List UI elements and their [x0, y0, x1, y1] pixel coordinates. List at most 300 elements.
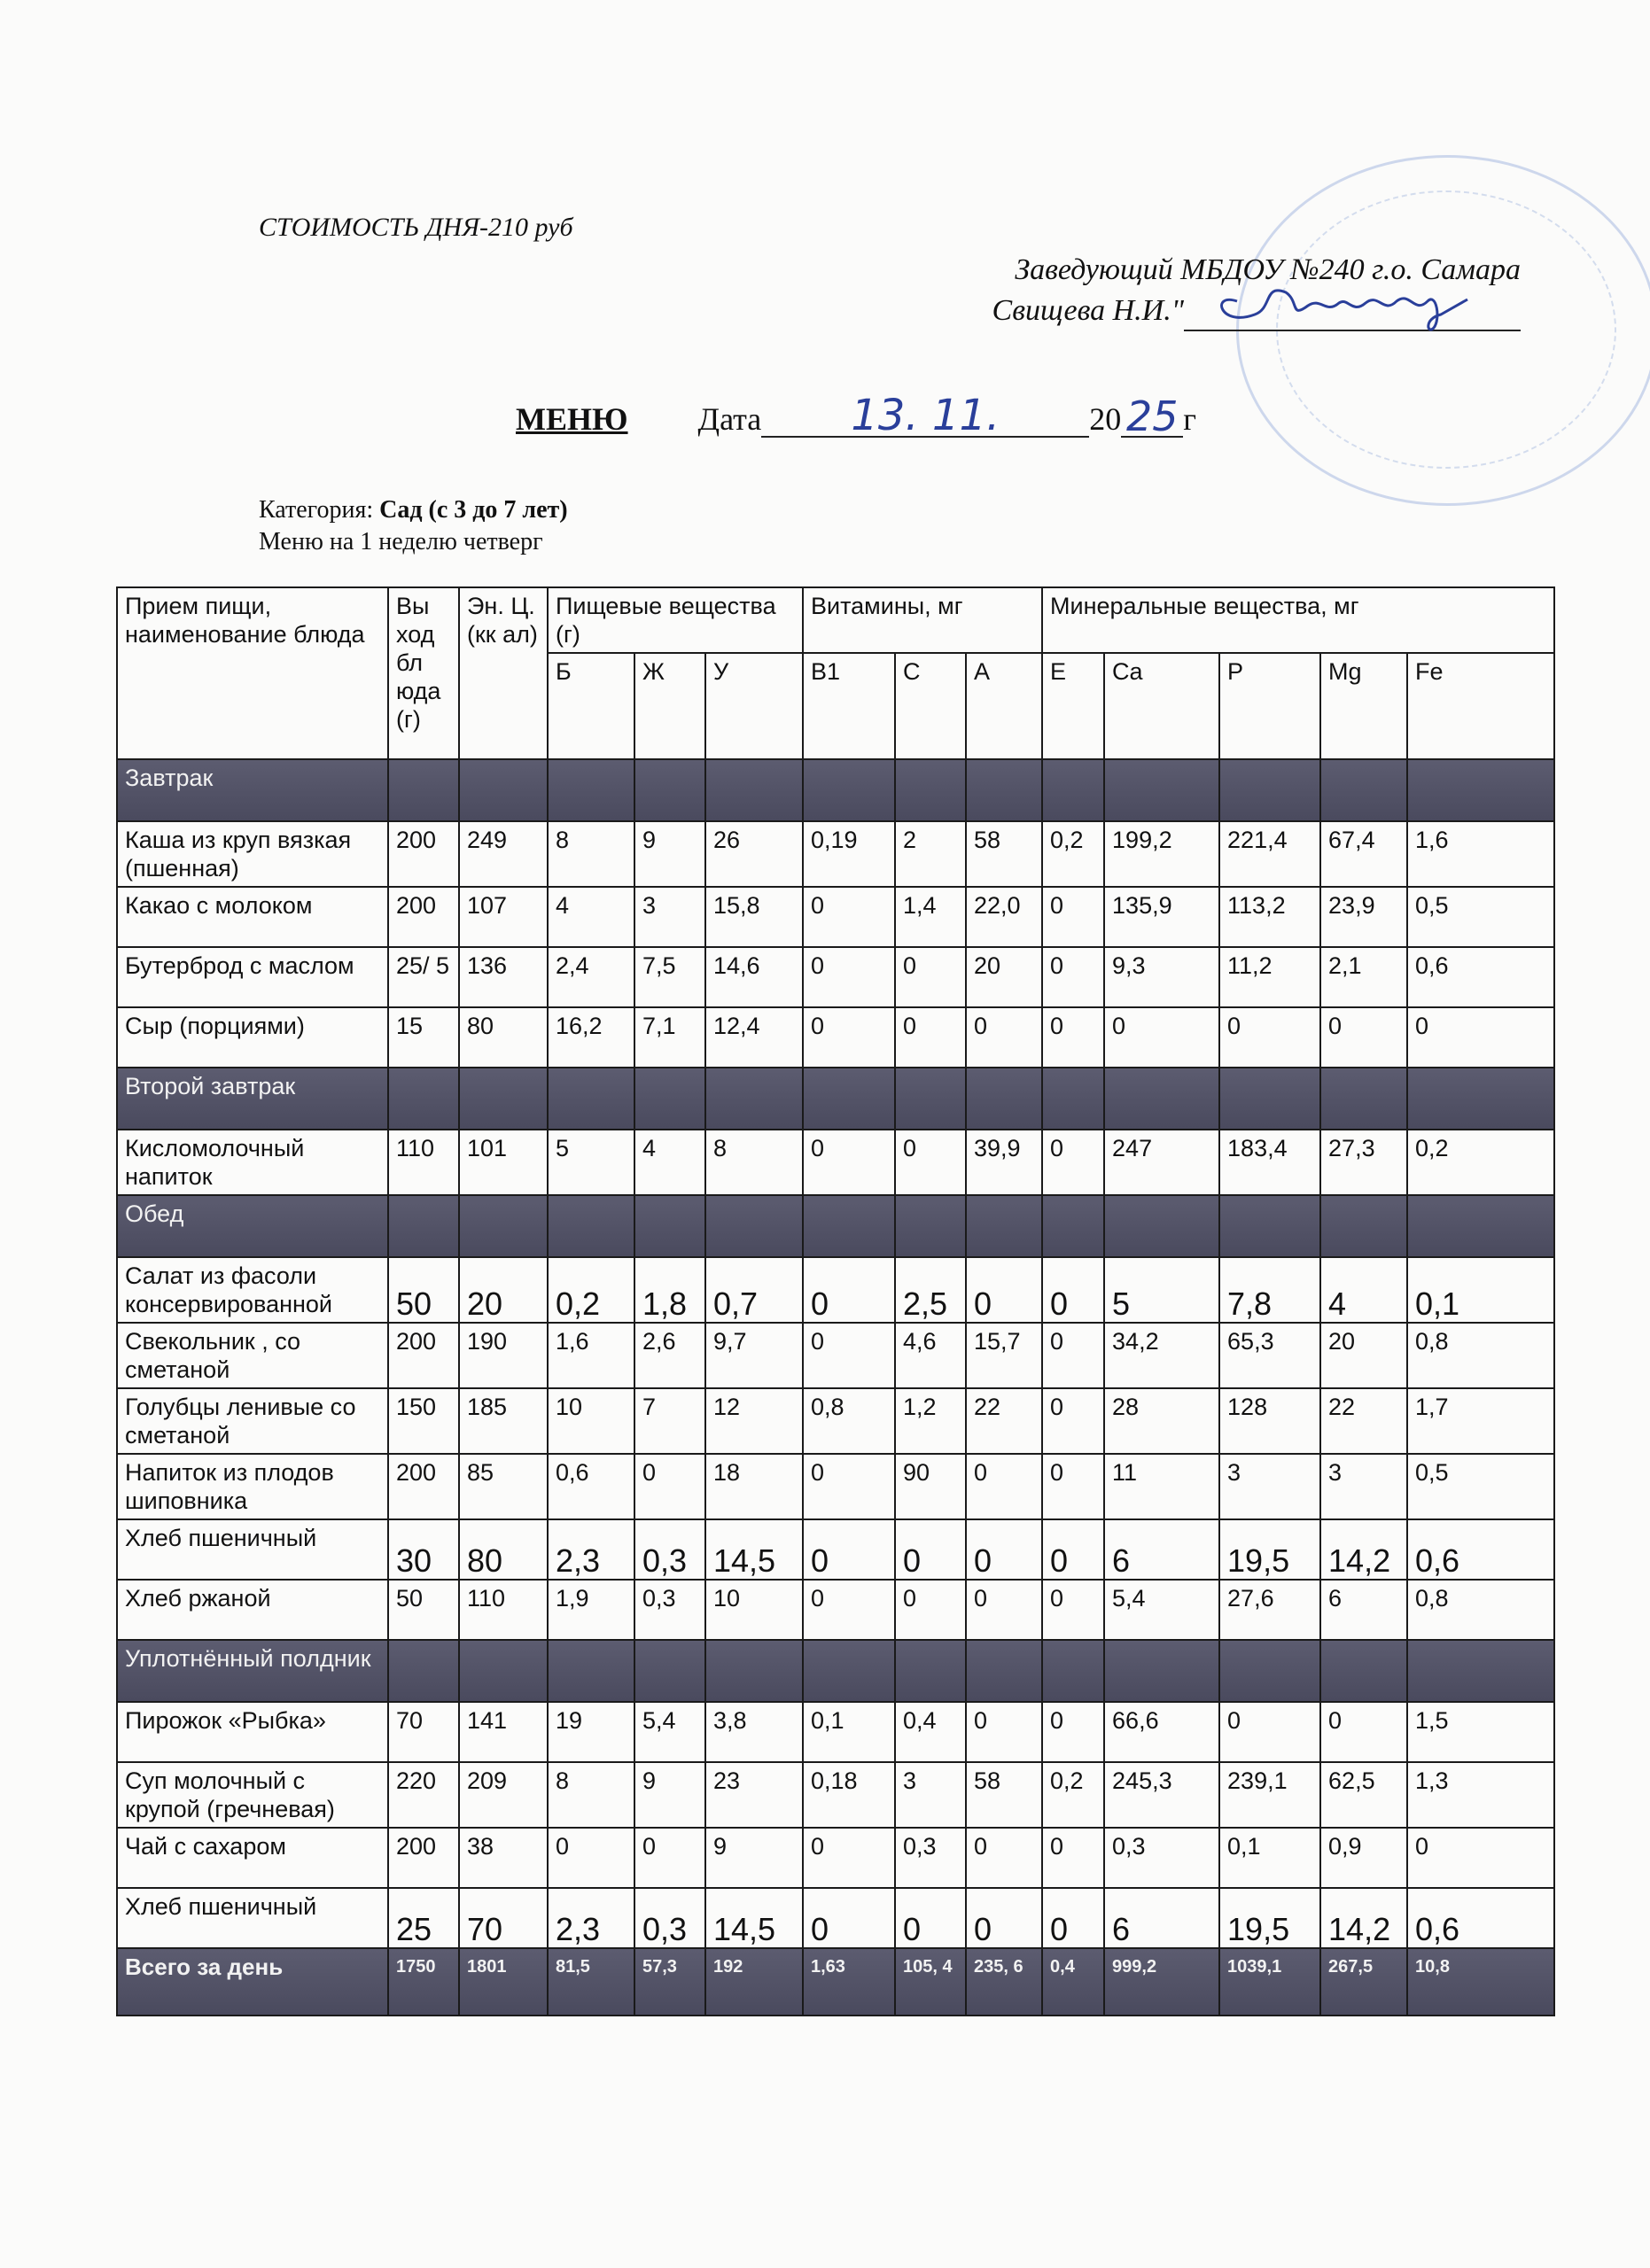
dish-value: 3 — [895, 1762, 966, 1828]
dish-value: 2,3 — [548, 1888, 634, 1948]
total-value: 10,8 — [1407, 1948, 1554, 2016]
total-value: 0,4 — [1042, 1948, 1104, 2016]
dish-name: Кисломолочный напиток — [117, 1130, 388, 1195]
dish-value: 14,5 — [705, 1519, 803, 1580]
section-empty-cell — [1320, 1068, 1407, 1130]
dish-value: 0,9 — [1320, 1828, 1407, 1888]
dish-value: 2,1 — [1320, 947, 1407, 1007]
dish-name: Хлеб пшеничный — [117, 1519, 388, 1580]
table-row — [117, 887, 1554, 947]
dish-value: 0 — [803, 1007, 895, 1068]
dish-value: 19,5 — [1219, 1519, 1320, 1580]
dish-value: 11,2 — [1219, 947, 1320, 1007]
dish-value: 9,7 — [705, 1323, 803, 1388]
dish-value: 245,3 — [1104, 1762, 1219, 1828]
dish-value: 19 — [548, 1702, 634, 1762]
dish-value: 0 — [1042, 1828, 1104, 1888]
dish-value: 0 — [966, 1702, 1042, 1762]
dish-value: 0 — [1104, 1007, 1219, 1068]
dish-value: 23 — [705, 1762, 803, 1828]
table-row — [117, 1828, 1554, 1888]
dish-value: 0 — [1042, 947, 1104, 1007]
dish-value: 15,7 — [966, 1323, 1042, 1388]
dish-value: 58 — [966, 1762, 1042, 1828]
dish-value: 1,5 — [1407, 1702, 1554, 1762]
section-empty-cell — [803, 1195, 895, 1257]
category-line — [259, 494, 568, 526]
header-mg: Mg — [1320, 653, 1407, 759]
section-row — [117, 759, 1554, 821]
dish-value: 2,6 — [634, 1323, 705, 1388]
dish-value: 70 — [388, 1702, 459, 1762]
dish-value: 0,8 — [1407, 1323, 1554, 1388]
dish-value: 0 — [966, 1580, 1042, 1640]
dish-value: 199,2 — [1104, 821, 1219, 887]
dish-value: 0 — [1042, 1130, 1104, 1195]
header-ca: Ca — [1104, 653, 1219, 759]
section-empty-cell — [1407, 1640, 1554, 1702]
table-row — [117, 1323, 1554, 1388]
dish-value: 0 — [1320, 1007, 1407, 1068]
dish-value: 6 — [1320, 1580, 1407, 1640]
section-empty-cell — [548, 1640, 634, 1702]
dish-value: 200 — [388, 1323, 459, 1388]
dish-value: 0 — [634, 1454, 705, 1519]
date-label: Дата — [697, 401, 762, 437]
dish-value: 0,3 — [634, 1888, 705, 1948]
dish-value: 1,3 — [1407, 1762, 1554, 1828]
total-value: 1750 — [388, 1948, 459, 2016]
dish-value: 3 — [634, 887, 705, 947]
dish-value: 7 — [634, 1388, 705, 1454]
dish-value: 0 — [1407, 1828, 1554, 1888]
dish-name: Хлеб пшеничный — [117, 1888, 388, 1948]
dish-value: 14,2 — [1320, 1519, 1407, 1580]
dish-value: 8 — [705, 1130, 803, 1195]
dish-value: 10 — [548, 1388, 634, 1454]
dish-value: 22 — [1320, 1388, 1407, 1454]
dish-value: 3 — [1320, 1454, 1407, 1519]
dish-value: 0 — [803, 1828, 895, 1888]
dish-value: 50 — [388, 1257, 459, 1323]
dish-value: 136 — [459, 947, 548, 1007]
dish-value: 80 — [459, 1007, 548, 1068]
dish-name: Салат из фасоли консервированной — [117, 1257, 388, 1323]
dish-value: 0,1 — [803, 1702, 895, 1762]
header-b1: B1 — [803, 653, 895, 759]
table-body — [117, 759, 1554, 2016]
dish-value: 0 — [1407, 1007, 1554, 1068]
section-empty-cell — [895, 1640, 966, 1702]
section-empty-cell — [459, 1195, 548, 1257]
dish-value: 0 — [1042, 1257, 1104, 1323]
dish-value: 0 — [895, 1130, 966, 1195]
section-empty-cell — [1219, 1195, 1320, 1257]
section-empty-cell — [1104, 1640, 1219, 1702]
dish-value: 200 — [388, 1454, 459, 1519]
dish-value: 65,3 — [1219, 1323, 1320, 1388]
dish-value: 1,8 — [634, 1257, 705, 1323]
section-empty-cell — [895, 1068, 966, 1130]
total-row — [117, 1948, 1554, 2016]
dish-value: 10 — [705, 1580, 803, 1640]
dish-name: Голубцы ленивые со сметаной — [117, 1388, 388, 1454]
dish-value: 0 — [966, 1007, 1042, 1068]
section-title: Уплотнённый полдник — [117, 1640, 388, 1702]
table-row — [117, 1257, 1554, 1323]
section-empty-cell — [966, 1068, 1042, 1130]
dish-value: 7,5 — [634, 947, 705, 1007]
section-title: Обед — [117, 1195, 388, 1257]
header-yield: Вы ход бл юда (г) — [388, 587, 459, 759]
header-c: C — [895, 653, 966, 759]
dish-value: 0 — [803, 887, 895, 947]
section-empty-cell — [388, 759, 459, 821]
section-empty-cell — [634, 759, 705, 821]
dish-value: 0 — [895, 947, 966, 1007]
dish-value: 6 — [1104, 1888, 1219, 1948]
section-empty-cell — [705, 1195, 803, 1257]
section-empty-cell — [548, 1195, 634, 1257]
dish-value: 0 — [895, 1007, 966, 1068]
dish-value: 0,4 — [895, 1702, 966, 1762]
dish-value: 12 — [705, 1388, 803, 1454]
dish-value: 2,5 — [895, 1257, 966, 1323]
section-empty-cell — [388, 1640, 459, 1702]
section-row — [117, 1068, 1554, 1130]
year-field: 25 — [1121, 397, 1183, 438]
dish-value: 4 — [1320, 1257, 1407, 1323]
dish-value: 2,3 — [548, 1519, 634, 1580]
dish-value: 0,5 — [1407, 887, 1554, 947]
header-b: Б — [548, 653, 634, 759]
dish-value: 101 — [459, 1130, 548, 1195]
dish-value: 1,2 — [895, 1388, 966, 1454]
dish-name: Пирожок «Рыбка» — [117, 1702, 388, 1762]
week-line: Меню на 1 неделю четверг — [259, 528, 543, 555]
section-empty-cell — [1219, 1640, 1320, 1702]
menu-title: МЕНЮ — [516, 401, 628, 437]
dish-value: 200 — [388, 821, 459, 887]
dish-value: 0,8 — [803, 1388, 895, 1454]
dish-value: 0 — [1219, 1007, 1320, 1068]
section-empty-cell — [705, 1068, 803, 1130]
section-empty-cell — [966, 1640, 1042, 1702]
dish-value: 0 — [895, 1580, 966, 1640]
dish-value: 18 — [705, 1454, 803, 1519]
dish-value: 0 — [966, 1257, 1042, 1323]
dish-value: 0,6 — [1407, 1519, 1554, 1580]
dish-value: 239,1 — [1219, 1762, 1320, 1828]
dish-value: 0 — [803, 1519, 895, 1580]
dish-value: 0,3 — [634, 1519, 705, 1580]
dish-value: 0,3 — [1104, 1828, 1219, 1888]
section-empty-cell — [1104, 1068, 1219, 1130]
year-suffix: г — [1183, 401, 1197, 437]
total-value: 1801 — [459, 1948, 548, 2016]
dish-value: 0 — [803, 1580, 895, 1640]
dish-value: 0,5 — [1407, 1454, 1554, 1519]
dish-value: 0 — [895, 1888, 966, 1948]
dish-value: 0,7 — [705, 1257, 803, 1323]
dish-value: 200 — [388, 887, 459, 947]
dish-value: 27,3 — [1320, 1130, 1407, 1195]
dish-value: 0 — [803, 1257, 895, 1323]
dish-value: 113,2 — [1219, 887, 1320, 947]
table-row — [117, 1454, 1554, 1519]
dish-value: 3 — [1219, 1454, 1320, 1519]
header-minerals: Минеральные вещества, мг — [1042, 587, 1554, 653]
dish-value: 0 — [803, 947, 895, 1007]
dish-value: 110 — [459, 1580, 548, 1640]
dish-value: 209 — [459, 1762, 548, 1828]
dish-value: 12,4 — [705, 1007, 803, 1068]
dish-value: 0,19 — [803, 821, 895, 887]
section-empty-cell — [1407, 1195, 1554, 1257]
dish-value: 107 — [459, 887, 548, 947]
dish-value: 0 — [966, 1519, 1042, 1580]
approver-name: Свищева Н.И. — [992, 294, 1171, 327]
dish-name: Сыр (порциями) — [117, 1007, 388, 1068]
section-empty-cell — [1320, 1640, 1407, 1702]
section-empty-cell — [966, 759, 1042, 821]
dish-value: 4 — [548, 887, 634, 947]
dish-value: 0 — [634, 1828, 705, 1888]
menu-title-row — [516, 391, 1197, 440]
dish-value: 9,3 — [1104, 947, 1219, 1007]
dish-value: 67,4 — [1320, 821, 1407, 887]
header-meal: Прием пищи, наименование блюда — [117, 587, 388, 759]
dish-value: 34,2 — [1104, 1323, 1219, 1388]
section-empty-cell — [388, 1068, 459, 1130]
dish-value: 0 — [548, 1828, 634, 1888]
dish-value: 0 — [803, 1888, 895, 1948]
approver-position: Заведующий МБДОУ №240 г.о. Самара — [1015, 253, 1521, 286]
dish-value: 0 — [966, 1888, 1042, 1948]
dish-value: 7,8 — [1219, 1257, 1320, 1323]
section-empty-cell — [803, 1640, 895, 1702]
dish-value: 7,1 — [634, 1007, 705, 1068]
table-row — [117, 1762, 1554, 1828]
dish-value: 0 — [1042, 1007, 1104, 1068]
dish-value: 128 — [1219, 1388, 1320, 1454]
dish-value: 2,4 — [548, 947, 634, 1007]
dish-value: 27,6 — [1219, 1580, 1320, 1640]
section-row — [117, 1640, 1554, 1702]
dish-value: 14,6 — [705, 947, 803, 1007]
dish-name: Суп молочный с крупой (гречневая) — [117, 1762, 388, 1828]
dish-value: 247 — [1104, 1130, 1219, 1195]
dish-value: 20 — [966, 947, 1042, 1007]
section-empty-cell — [705, 1640, 803, 1702]
dish-value: 0 — [1042, 1323, 1104, 1388]
dish-value: 26 — [705, 821, 803, 887]
section-empty-cell — [548, 1068, 634, 1130]
section-empty-cell — [1407, 1068, 1554, 1130]
dish-value: 19,5 — [1219, 1888, 1320, 1948]
section-empty-cell — [634, 1068, 705, 1130]
table-row — [117, 1580, 1554, 1640]
section-empty-cell — [459, 1068, 548, 1130]
dish-value: 15,8 — [705, 887, 803, 947]
section-empty-cell — [1320, 759, 1407, 821]
header-p: P — [1219, 653, 1320, 759]
total-value: 192 — [705, 1948, 803, 2016]
section-empty-cell — [803, 1068, 895, 1130]
approver-signature-row — [992, 291, 1521, 331]
dish-value: 1,7 — [1407, 1388, 1554, 1454]
header-u: У — [705, 653, 803, 759]
dish-value: 135,9 — [1104, 887, 1219, 947]
dish-name: Какао с молоком — [117, 887, 388, 947]
section-title: Завтрак — [117, 759, 388, 821]
section-empty-cell — [634, 1640, 705, 1702]
dish-value: 249 — [459, 821, 548, 887]
dish-value: 1,6 — [1407, 821, 1554, 887]
dish-value: 0 — [1042, 1580, 1104, 1640]
section-empty-cell — [803, 759, 895, 821]
dish-value: 110 — [388, 1130, 459, 1195]
dish-value: 0 — [1320, 1702, 1407, 1762]
dish-value: 9 — [634, 1762, 705, 1828]
section-empty-cell — [1042, 1195, 1104, 1257]
section-empty-cell — [388, 1195, 459, 1257]
dish-value: 0,2 — [1407, 1130, 1554, 1195]
dish-name: Свекольник , со сметаной — [117, 1323, 388, 1388]
dish-value: 9 — [705, 1828, 803, 1888]
category-label: Категория: — [259, 496, 380, 524]
section-empty-cell — [1104, 759, 1219, 821]
dish-value: 30 — [388, 1519, 459, 1580]
table-row — [117, 1519, 1554, 1580]
dish-value: 0 — [1042, 887, 1104, 947]
dish-value: 0,8 — [1407, 1580, 1554, 1640]
dish-name: Бутерброд с маслом — [117, 947, 388, 1007]
total-value: 81,5 — [548, 1948, 634, 2016]
dish-value: 0,3 — [634, 1580, 705, 1640]
dish-value: 22 — [966, 1388, 1042, 1454]
dish-value: 0 — [803, 1323, 895, 1388]
dish-value: 22,0 — [966, 887, 1042, 947]
dish-value: 1,4 — [895, 887, 966, 947]
dish-value: 23,9 — [1320, 887, 1407, 947]
dish-value: 0 — [803, 1130, 895, 1195]
section-empty-cell — [548, 759, 634, 821]
dish-value: 5,4 — [634, 1702, 705, 1762]
dish-value: 1,9 — [548, 1580, 634, 1640]
dish-value: 4 — [634, 1130, 705, 1195]
dish-name: Чай с сахаром — [117, 1828, 388, 1888]
dish-value: 15 — [388, 1007, 459, 1068]
dish-value: 5 — [1104, 1257, 1219, 1323]
date-field: 13. 11. — [761, 395, 1089, 438]
dish-value: 0,18 — [803, 1762, 895, 1828]
section-empty-cell — [895, 1195, 966, 1257]
signature-line — [1184, 298, 1521, 331]
dish-value: 80 — [459, 1519, 548, 1580]
dish-value: 3,8 — [705, 1702, 803, 1762]
dish-value: 0 — [1042, 1888, 1104, 1948]
dish-value: 5 — [548, 1130, 634, 1195]
total-value: 235, 6 — [966, 1948, 1042, 2016]
table-row — [117, 1702, 1554, 1762]
section-empty-cell — [1042, 1068, 1104, 1130]
dish-value: 14,2 — [1320, 1888, 1407, 1948]
dish-value: 8 — [548, 1762, 634, 1828]
dish-value: 0 — [966, 1454, 1042, 1519]
dish-value: 0 — [1219, 1702, 1320, 1762]
section-empty-cell — [1104, 1195, 1219, 1257]
dish-value: 0,1 — [1407, 1257, 1554, 1323]
dish-value: 220 — [388, 1762, 459, 1828]
section-empty-cell — [895, 759, 966, 821]
total-value: 999,2 — [1104, 1948, 1219, 2016]
dish-name: Напиток из плодов шиповника — [117, 1454, 388, 1519]
dish-value: 0 — [966, 1828, 1042, 1888]
section-empty-cell — [459, 1640, 548, 1702]
dish-value: 150 — [388, 1388, 459, 1454]
dish-value: 0 — [1042, 1519, 1104, 1580]
dish-value: 0 — [895, 1519, 966, 1580]
approver-quote: " — [1171, 294, 1184, 327]
signature-icon — [1202, 266, 1485, 337]
section-empty-cell — [1042, 1640, 1104, 1702]
dish-value: 8 — [548, 821, 634, 887]
dish-value: 11 — [1104, 1454, 1219, 1519]
dish-value: 25/ 5 — [388, 947, 459, 1007]
section-empty-cell — [634, 1195, 705, 1257]
dish-value: 0,2 — [1042, 821, 1104, 887]
table-row — [117, 947, 1554, 1007]
header-vitamins: Витамины, мг — [803, 587, 1042, 653]
section-empty-cell — [459, 759, 548, 821]
total-label: Всего за день — [117, 1948, 388, 2016]
dish-value: 221,4 — [1219, 821, 1320, 887]
total-value: 267,5 — [1320, 1948, 1407, 2016]
dish-value: 0,1 — [1219, 1828, 1320, 1888]
dish-value: 0,3 — [895, 1828, 966, 1888]
section-empty-cell — [1407, 759, 1554, 821]
header-e: E — [1042, 653, 1104, 759]
header-nutrients: Пищевые вещества (г) — [548, 587, 803, 653]
dish-value: 58 — [966, 821, 1042, 887]
dish-value: 0,6 — [1407, 1888, 1554, 1948]
dish-value: 0 — [1042, 1388, 1104, 1454]
header-a: A — [966, 653, 1042, 759]
dish-value: 190 — [459, 1323, 548, 1388]
dish-value: 16,2 — [548, 1007, 634, 1068]
section-title: Второй завтрак — [117, 1068, 388, 1130]
dish-name: Каша из круп вязкая (пшенная) — [117, 821, 388, 887]
table-header — [117, 587, 1554, 759]
dish-value: 0 — [803, 1454, 895, 1519]
category-block — [259, 494, 568, 558]
table-row — [117, 821, 1554, 887]
dish-value: 1,6 — [548, 1323, 634, 1388]
dish-value: 28 — [1104, 1388, 1219, 1454]
dish-name: Хлеб ржаной — [117, 1580, 388, 1640]
dish-value: 90 — [895, 1454, 966, 1519]
dish-value: 200 — [388, 1828, 459, 1888]
dish-value: 62,5 — [1320, 1762, 1407, 1828]
menu-table — [116, 586, 1555, 2016]
section-empty-cell — [966, 1195, 1042, 1257]
dish-value: 50 — [388, 1580, 459, 1640]
year-prefix: 20 — [1089, 401, 1122, 437]
dish-value: 5,4 — [1104, 1580, 1219, 1640]
dish-value: 183,4 — [1219, 1130, 1320, 1195]
total-value: 1039,1 — [1219, 1948, 1320, 2016]
